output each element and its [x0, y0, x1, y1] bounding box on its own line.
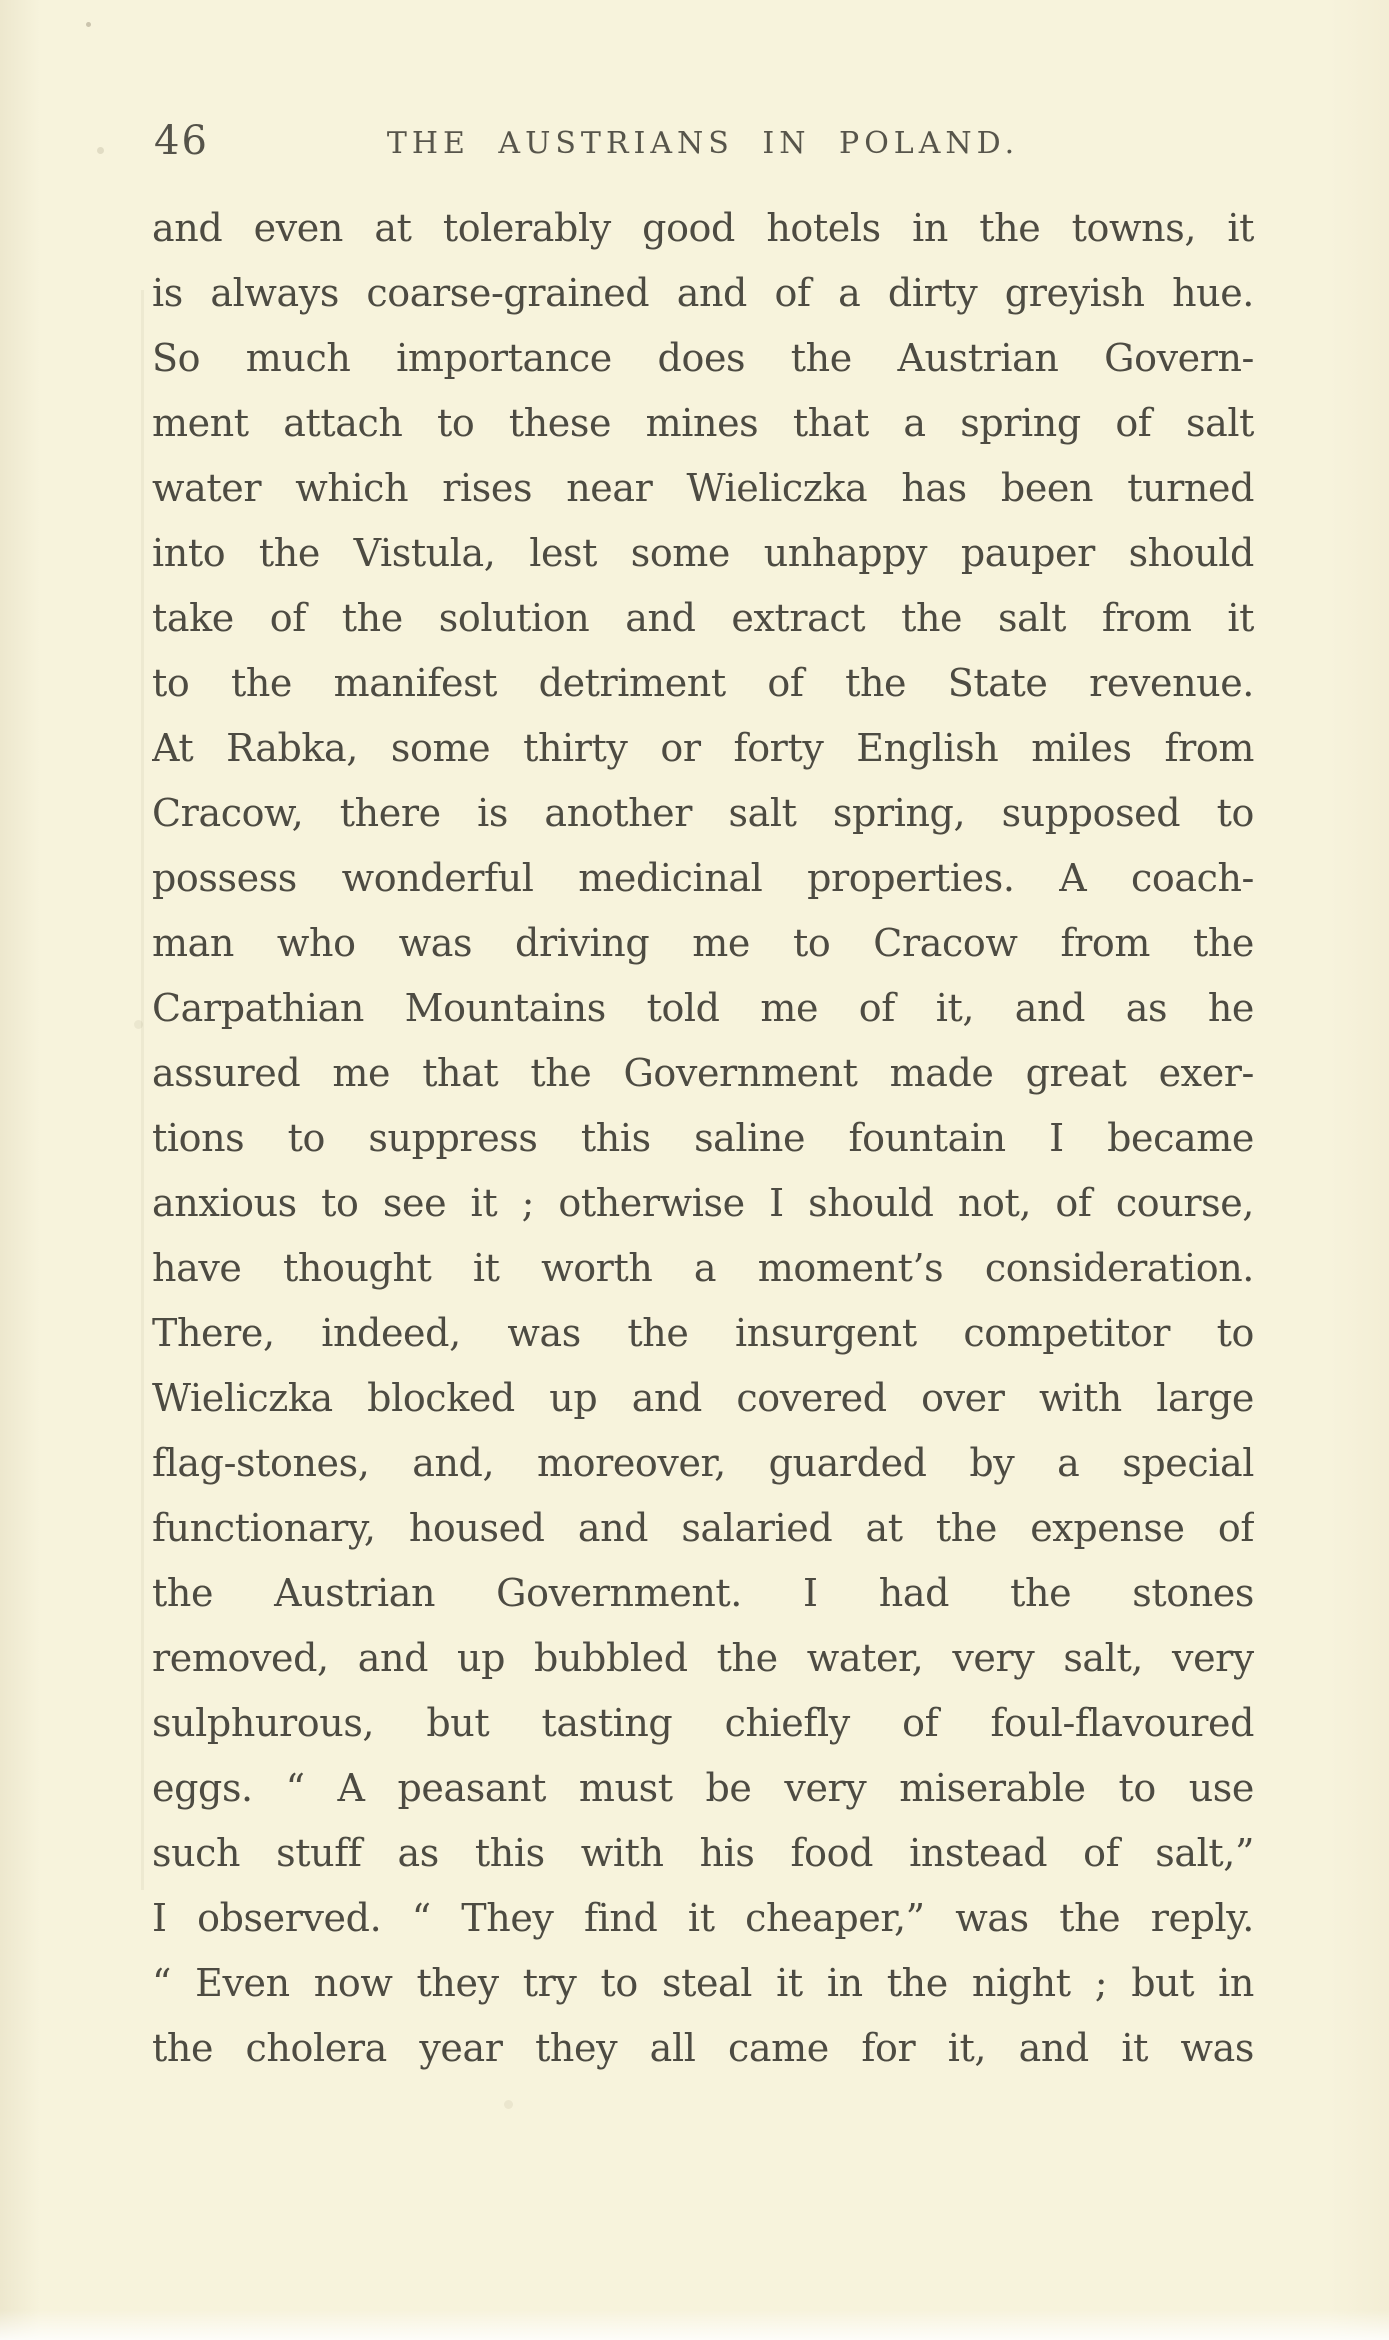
text-line: ment attach to these mines that a spring of salt: [152, 401, 1254, 445]
text-line: flag-stones, and, moreover, guarded by a special: [152, 1441, 1254, 1485]
text-line: such stuff as this with his food instead of salt,”: [152, 1831, 1254, 1875]
text-line: have thought it worth a moment’s consideration.: [152, 1246, 1254, 1290]
page-header: [152, 118, 1254, 170]
body-text: [152, 196, 1254, 2081]
text-line: Carpathian Mountains told me of it, and as he: [152, 986, 1254, 1030]
text-line: and even at tolerably good hotels in the towns, it: [152, 206, 1254, 250]
page-number: 46: [154, 118, 209, 164]
text-line: to the manifest detriment of the State revenue.: [152, 661, 1254, 705]
text-line: Cracow, there is another salt spring, supposed to: [152, 791, 1254, 835]
text-line: anxious to see it ; otherwise I should not, of course,: [152, 1181, 1254, 1225]
text-line: So much importance does the Austrian Govern-: [152, 336, 1254, 380]
text-line: assured me that the Government made great exer-: [152, 1051, 1254, 1095]
text-line: There, indeed, was the insurgent competitor to: [152, 1311, 1254, 1355]
text-line: man who was driving me to Cracow from the: [152, 921, 1254, 965]
text-line: take of the solution and extract the salt from it: [152, 596, 1254, 640]
text-line: tions to suppress this saline fountain I became: [152, 1116, 1254, 1160]
text-line: into the Vistula, lest some unhappy pauper should: [152, 531, 1254, 575]
text-line: Wieliczka blocked up and covered over with large: [152, 1376, 1254, 1420]
text-line: functionary, housed and salaried at the expense of: [152, 1506, 1254, 1550]
text-line: the Austrian Government. I had the stones: [152, 1571, 1254, 1615]
running-title: THE AUSTRIANS IN POLAND.: [386, 126, 1020, 161]
text-line: “ Even now they try to steal it in the night ; but in: [152, 1961, 1254, 2005]
text-line: removed, and up bubbled the water, very salt, very: [152, 1636, 1254, 1680]
text-line: I observed. “ They find it cheaper,” was the reply.: [152, 1896, 1254, 1940]
text-line: At Rabka, some thirty or forty English miles from: [152, 726, 1254, 770]
text-line: sulphurous, but tasting chiefly of foul-flavoured: [152, 1701, 1254, 1745]
text-line: water which rises near Wieliczka has been turned: [152, 466, 1254, 510]
text-line: possess wonderful medicinal properties. A coach-: [152, 856, 1254, 900]
text-line: is always coarse-grained and of a dirty greyish hue.: [152, 271, 1254, 315]
text-line: the cholera year they all came for it, and it was: [152, 2026, 1254, 2070]
text-line: eggs. “ A peasant must be very miserable to use: [152, 1766, 1254, 1810]
